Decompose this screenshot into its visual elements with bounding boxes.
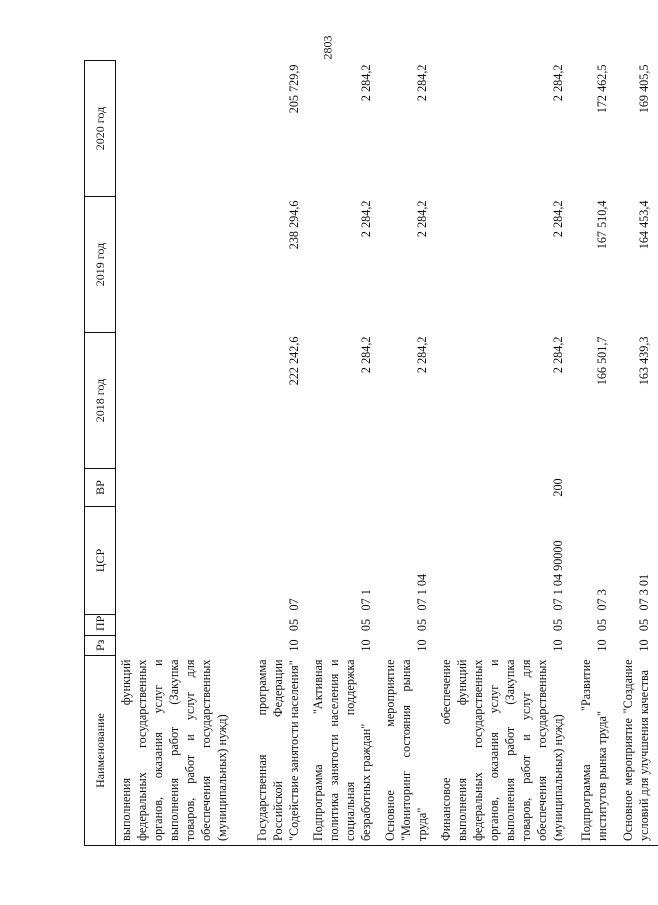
row-2019: [116, 197, 237, 333]
header-pr: ПР: [85, 615, 116, 636]
row-rz: 10: [359, 639, 373, 652]
header-vr: ВР: [85, 469, 116, 507]
row-vr: 200: [551, 478, 565, 497]
row-vr: [380, 469, 436, 507]
row-name: Основное мероприятие "Мониторинг состояния рынка труда": [380, 656, 436, 846]
table-row: [572, 61, 616, 846]
row-2020: 2 284,2: [415, 64, 429, 102]
row-name: Подпрограмма "Развитие институтов рынка труда": [572, 656, 616, 846]
header-2018: 2018 год: [85, 333, 116, 469]
table-row: [236, 61, 308, 846]
row-2019: 167 510,4: [595, 200, 609, 250]
row-rz: 10: [637, 639, 651, 652]
row-csr: [116, 507, 237, 615]
row-rz: [116, 636, 237, 656]
row-pr: 05: [359, 618, 373, 632]
row-pr: 05: [415, 618, 429, 632]
table-row: [380, 61, 436, 846]
table-row: [116, 61, 237, 846]
row-2018: 2 284,2: [359, 336, 373, 374]
row-rz: 10: [415, 639, 429, 652]
row-2019: 2 284,2: [359, 200, 373, 238]
row-name: Государственная программа Российской Федерации "Содействие занятости населения": [236, 656, 308, 846]
row-csr: 07 1: [359, 589, 373, 611]
header-2020: 2020 год: [85, 61, 116, 197]
budget-table: [84, 60, 658, 846]
row-2020: [116, 61, 237, 197]
budget-table-rotated: [84, 61, 651, 846]
row-2018: 166 501,7: [595, 336, 609, 386]
table-row: [616, 61, 658, 846]
row-2020: 2 284,2: [551, 64, 565, 102]
row-2019: 164 453,4: [637, 200, 651, 250]
row-pr: 05: [551, 618, 565, 632]
table-row: [308, 61, 380, 846]
row-rz: 10: [595, 639, 609, 652]
row-2018: 2 284,2: [551, 336, 565, 374]
row-name: Основное мероприятие "Создание условий для улучшения качества: [616, 656, 658, 846]
header-row: [85, 61, 116, 846]
row-csr: 07 1 04 90000: [551, 540, 565, 611]
row-2018: [116, 333, 237, 469]
row-2018: 163 439,3: [637, 336, 651, 386]
header-csr: ЦСР: [85, 507, 116, 615]
row-pr: 05: [595, 618, 609, 632]
row-2018: 2 284,2: [415, 336, 429, 374]
row-pr: 05: [287, 618, 301, 632]
row-vr: [116, 469, 237, 507]
row-vr: [572, 469, 616, 507]
row-pr: [116, 615, 237, 636]
header-name: Наименование: [85, 656, 116, 846]
row-csr: 07: [287, 598, 301, 611]
row-rz: 10: [287, 639, 301, 652]
row-2020: 172 462,5: [595, 64, 609, 114]
row-vr: [616, 469, 658, 507]
header-2019: 2019 год: [85, 197, 116, 333]
row-vr: [236, 469, 308, 507]
row-2019: 2 284,2: [415, 200, 429, 238]
row-csr: 07 3 01: [637, 573, 651, 611]
row-2018: 222 242,6: [287, 336, 301, 386]
row-csr: 07 3: [595, 589, 609, 611]
row-name: выполнения функций федеральных государственных органов, оказания услуг и выполнения работ (Закупка товаров, работ и услуг для обеспечения государственных (муниципальных) нужд): [116, 656, 237, 846]
row-name: Подпрограмма "Активная политика занятости населения и социальная поддержка безработных граждан": [308, 656, 380, 846]
row-2020: 2 284,2: [359, 64, 373, 102]
row-vr: [308, 469, 380, 507]
table-row: [436, 61, 572, 846]
row-2019: 2 284,2: [551, 200, 565, 238]
row-2020: 169 405,5: [637, 64, 651, 114]
header-rz: Рз: [85, 636, 116, 656]
page-number: 2803: [320, 35, 335, 60]
row-pr: 05: [637, 618, 651, 632]
row-rz: 10: [551, 639, 565, 652]
row-2019: 238 294,6: [287, 200, 301, 250]
row-2020: 205 729,9: [287, 64, 301, 114]
row-name: Финансовое обеспечение выполнения функций федеральных государственных органов, оказания услуг и выполнения работ (Закупка товаров, работ и услуг для обеспечения государственных (муниципальных) нужд): [436, 656, 572, 846]
row-csr: 07 1 04: [415, 573, 429, 611]
